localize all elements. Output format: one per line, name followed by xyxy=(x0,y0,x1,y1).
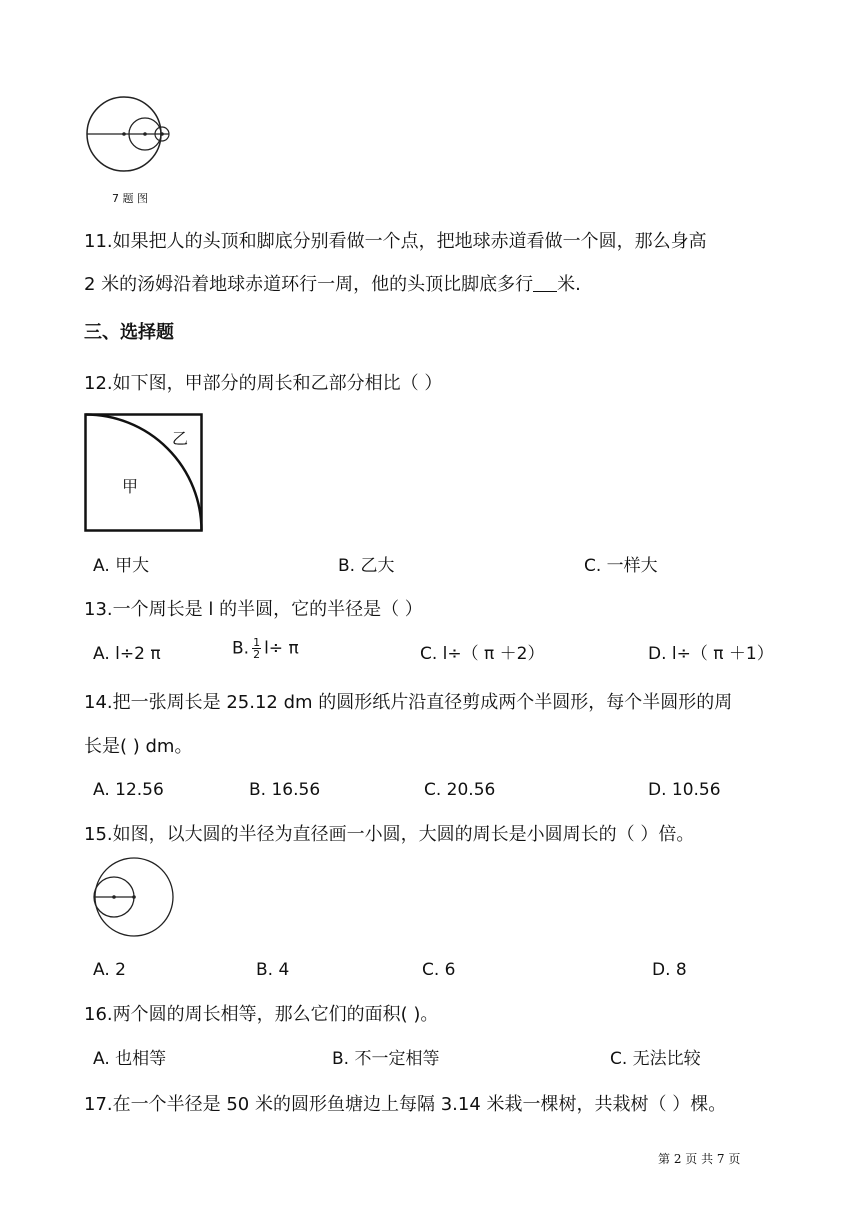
q14-option-c[interactable]: C. 20.56 xyxy=(424,780,496,800)
q13-option-b-expr: l÷ π xyxy=(264,638,299,659)
q16-option-a[interactable]: A. 也相等 xyxy=(93,1049,167,1069)
q11-line2-pre: 2 米的汤姆沿着地球赤道环行一周，他的头顶比脚底多行 xyxy=(84,274,534,295)
q13-option-b-label: B. xyxy=(232,638,250,659)
answer-blank xyxy=(533,273,557,292)
q13-option-d[interactable]: D. l÷（ π ＋1） xyxy=(648,644,774,664)
q17-text: 17.在一个半径是 50 米的圆形鱼塘边上每隔 3.14 米栽一棵树，共栽树（ ）棵。 xyxy=(84,1094,727,1115)
fraction-one-half: $\frac{1}{2}$ xyxy=(253,636,261,661)
q12-option-b[interactable]: B. 乙大 xyxy=(338,556,395,576)
q16-option-b[interactable]: B. 不一定相等 xyxy=(332,1049,440,1069)
q11-line2-post: 米. xyxy=(557,274,581,295)
q13-option-c[interactable]: C. l÷（ π ＋2） xyxy=(420,644,545,664)
q16-option-c[interactable]: C. 无法比较 xyxy=(610,1049,701,1069)
section-title: 三、选择题 xyxy=(84,322,174,343)
q15-option-b[interactable]: B. 4 xyxy=(256,960,290,980)
q15-option-c[interactable]: C. 6 xyxy=(422,960,456,980)
q14-option-b[interactable]: B. 16.56 xyxy=(249,780,321,800)
label-yi: 乙 xyxy=(172,429,189,448)
q14-line2: 长是( ) dm。 xyxy=(84,736,193,757)
page-footer: 第 2 页 共 7 页 xyxy=(658,1152,741,1166)
q14-option-a[interactable]: A. 12.56 xyxy=(93,780,164,800)
q11-line2 xyxy=(84,273,581,297)
q12-option-a[interactable]: A. 甲大 xyxy=(93,556,150,576)
q14-option-d[interactable]: D. 10.56 xyxy=(648,780,721,800)
q13-option-a[interactable]: A. l÷2 π xyxy=(93,644,161,664)
q13-text: 13.一个周长是 l 的半圆，它的半径是（ ） xyxy=(84,599,423,620)
q15-option-d[interactable]: D. 8 xyxy=(652,960,687,980)
q13-option-b[interactable] xyxy=(232,637,299,660)
figure-q7-circles xyxy=(84,88,174,178)
q16-text: 16.两个圆的周长相等，那么它们的面积( )。 xyxy=(84,1004,439,1025)
figure-q15-circles xyxy=(90,856,180,940)
figure-q7-caption: 7 题 图 xyxy=(112,192,148,205)
q11-line1: 11.如果把人的头顶和脚底分别看做一个点，把地球赤道看做一个圆，那么身高 xyxy=(84,231,707,252)
q12-option-c[interactable]: C. 一样大 xyxy=(584,556,658,576)
q14-line1: 14.把一张周长是 25.12 dm 的圆形纸片沿直径剪成两个半圆形，每个半圆形的周 xyxy=(84,692,733,713)
figure-q12-square-arc xyxy=(84,413,206,535)
q12-text: 12.如下图，甲部分的周长和乙部分相比（ ） xyxy=(84,373,443,394)
label-jia: 甲 xyxy=(122,477,139,496)
q15-option-a[interactable]: A. 2 xyxy=(93,960,126,980)
q15-text: 15.如图，以大圆的半径为直径画一小圆，大圆的周长是小圆周长的（ ）倍。 xyxy=(84,824,695,845)
